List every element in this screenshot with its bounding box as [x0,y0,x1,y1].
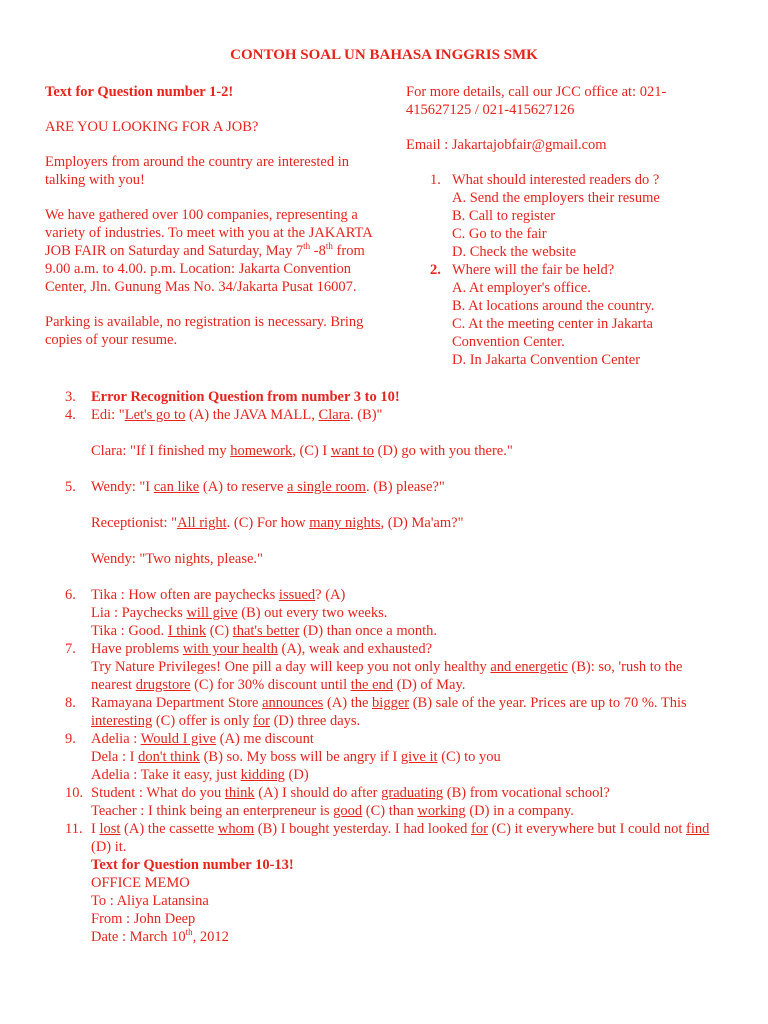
option-a: A. Send the employers their resume [452,190,660,206]
option-d: D. Check the website [452,244,577,260]
superscript: th [185,927,193,938]
ad-paragraph-3: Parking is available, no registration is necessary. Bring copies of your resume. [45,314,364,348]
item-4 [65,406,725,460]
dialog-line [91,802,725,820]
dialog-line [91,586,725,604]
underlined-option: don't think [138,749,200,765]
dialog-line [91,748,725,766]
underlined-option: kidding [240,767,285,783]
dialog-line [91,442,725,460]
text-segment: (B) sale of the year. Prices are up to 70 %. This [409,695,687,711]
dialog-line [91,478,725,496]
option-b: B. At locations around the country. [452,298,655,314]
text-segment: (C) for 30% discount until [190,677,351,693]
item-number: 3. [65,389,76,405]
underlined-option: good [333,803,363,819]
underlined-option: a single room [287,479,366,495]
text-segment: Dela : I [91,749,139,765]
text-segment: , (D) Ma'am?" [380,515,464,531]
item-3 [65,388,725,406]
text-segment: (B) from vocational school? [443,785,610,801]
dialog-line [91,406,725,424]
text-segment: Wendy: "I [91,479,154,495]
dialog-line [91,622,725,640]
dialog-line [91,766,725,784]
text-segment: . (B) please?" [365,479,445,495]
question-number: 1. [430,172,441,188]
contact-info: For more details, call our JCC office at: 021-415627125 / 021-415627126 [406,84,667,118]
ad-headline: ARE YOU LOOKING FOR A JOB? [45,119,259,135]
underlined-option: lost [99,821,121,837]
question-1 [430,171,706,261]
text-segment: (A) the [323,695,373,711]
text-segment: (A) the cassette [120,821,218,837]
text-segment: (B): so, 'rush to the nearest [91,659,683,693]
question-text [91,694,725,730]
underlined-option: working [417,803,466,819]
underlined-option: that's better [232,623,300,639]
option-c: C. Go to the fair [452,226,547,242]
email-info: Email : Jakartajobfair@gmail.com [406,137,607,153]
text-segment: (D) [284,767,309,783]
text-segment: , (C) I [292,443,331,459]
question-list [430,171,706,369]
item-6 [65,586,725,640]
page-title: CONTOH SOAL UN BAHASA INGGRIS SMK [230,47,538,63]
dialog-line [91,604,725,622]
ad-paragraph-1: Employers from around the country are interested in talking with you! [45,154,349,188]
error-recognition-section [65,388,725,946]
text-segment: Adelia : [91,731,141,747]
underlined-option: All right [177,515,227,531]
text-segment: Tika : Good. [91,623,168,639]
underlined-option: homework [230,443,293,459]
text-segment: Receptionist: " [91,515,178,531]
text-segment: (D) of May. [393,677,466,693]
text-segment: (C) it everywhere but I could not [487,821,687,837]
text-segment: (B) so. My boss will be angry if I [199,749,401,765]
superscript: th [325,241,333,252]
item-7 [65,640,725,694]
item-number: 7. [65,641,76,657]
item-9 [65,730,725,784]
item-number: 11. [65,821,83,837]
option-d: D. In Jakarta Convention Center [452,352,641,368]
question-2 [430,261,706,369]
superscript: th [303,241,311,252]
dialog-line [91,514,725,532]
text-segment: (C) to you [437,749,501,765]
underlined-option: for [471,821,488,837]
underlined-option: whom [217,821,255,837]
underlined-option: I think [167,623,207,639]
item-number: 10. [65,785,84,801]
item-10 [65,784,725,820]
text-segment: Student : What do you [91,785,225,801]
underlined-option: want to [330,443,374,459]
ad-text-part: -8 [310,243,326,259]
text-segment: Tika : How often are paychecks [91,587,279,603]
question-number: 2. [430,262,441,278]
option-a: A. At employer's office. [452,280,591,296]
text-segment: (D) go with you there." [373,443,513,459]
text-segment: (D) in a company. [465,803,574,819]
text-segment: (D) three days. [269,713,361,729]
text-segment: (A) I should do after [254,785,382,801]
underlined-option: for [253,713,270,729]
text-segment: Try Nature Privileges! One pill a day will keep you not only healthy [91,659,491,675]
underlined-option: many nights [309,515,381,531]
item-8 [65,694,725,730]
text-segment: Clara: "If I finished my [91,443,231,459]
underlined-option: will give [186,605,238,621]
question-text [91,658,725,694]
memo-date-text: Date : March 10 [91,929,186,945]
underlined-option: with your health [182,641,278,657]
section-heading: Error Recognition Question from number 3 to 10! [91,389,400,405]
job-ad-text [45,83,375,366]
text-segment: (B) out every two weeks. [237,605,388,621]
item-number: 6. [65,587,76,603]
memo-from: From : John Deep [91,911,196,927]
text-segment: Edi: " [91,407,125,423]
text-segment: (D) it. [91,839,127,855]
memo-date-text: , 2012 [192,929,229,945]
text-segment: ? (A) [315,587,346,603]
underlined-option: Clara [318,407,350,423]
item-number: 8. [65,695,76,711]
underlined-option: bigger [372,695,410,711]
underlined-option: Let's go to [124,407,186,423]
question-text: Where will the fair be held? [452,262,615,278]
dialog-line: Wendy: "Two nights, please." [91,551,263,567]
underlined-option: interesting [91,713,153,729]
item-number: 4. [65,407,76,423]
option-c: C. At the meeting center in Jakarta Convention Center. [452,316,653,350]
ad-text-part: We have gathered over 100 companies, representing a variety of industries. To meet with you at the JAKARTA JOB FAIR on Saturday and Saturday, May 7 [45,207,372,259]
text-segment: I [91,821,100,837]
item-number: 5. [65,479,76,495]
text-segment: (C) than [362,803,418,819]
text-segment: Lia : Paychecks [91,605,187,621]
text-segment: (A) me discount [216,731,314,747]
item-11 [65,820,725,946]
text-segment: Have problems [91,641,183,657]
underlined-option: graduating [381,785,444,801]
text-segment: . (C) For how [226,515,310,531]
dialog-line [91,784,725,802]
item-number: 9. [65,731,76,747]
text-segment: (A) to reserve [199,479,288,495]
memo-to: To : Aliya Latansina [91,893,209,909]
text-segment: (A) the JAVA MALL, [185,407,319,423]
ad-text-part: from 9.00 a.m. to 4.00. p.m. Location: Jakarta Convention Center, Jln. Gunung Mas No. 34/Jakarta Pusat 16007. [45,243,365,295]
memo-date [91,928,725,946]
underlined-option: Would I give [140,731,217,747]
ad-paragraph-2 [45,206,375,296]
text-segment: . (B)" [349,407,383,423]
text-segment: (D) than once a month. [299,623,438,639]
text-segment: Teacher : I think being an enterpreneur is [91,803,334,819]
option-b: B. Call to register [452,208,556,224]
underlined-option: issued [278,587,316,603]
section-heading: Text for Question number 1-2! [45,84,234,100]
underlined-option: the end [350,677,394,693]
underlined-option: find [686,821,710,837]
text-segment: Ramayana Department Store [91,695,263,711]
question-text [91,640,725,658]
item-5 [65,478,725,568]
question-text [91,820,725,856]
text-segment: (B) I bought yesterday. I had looked [254,821,472,837]
text-segment: (C) offer is only [152,713,254,729]
question-text: What should interested readers do ? [452,172,660,188]
underlined-option: give it [400,749,438,765]
dialog-line [91,730,725,748]
underlined-option: can like [153,479,200,495]
underlined-option: and energetic [490,659,568,675]
underlined-option: think [224,785,255,801]
text-segment: (C) [206,623,233,639]
right-column [406,83,706,369]
underlined-option: announces [262,695,324,711]
memo-title: OFFICE MEMO [91,875,190,891]
underlined-option: drugstore [135,677,191,693]
text-segment: (A), weak and exhausted? [277,641,433,657]
section-heading: Text for Question number 10-13! [91,857,294,873]
text-segment: Adelia : Take it easy, just [91,767,241,783]
